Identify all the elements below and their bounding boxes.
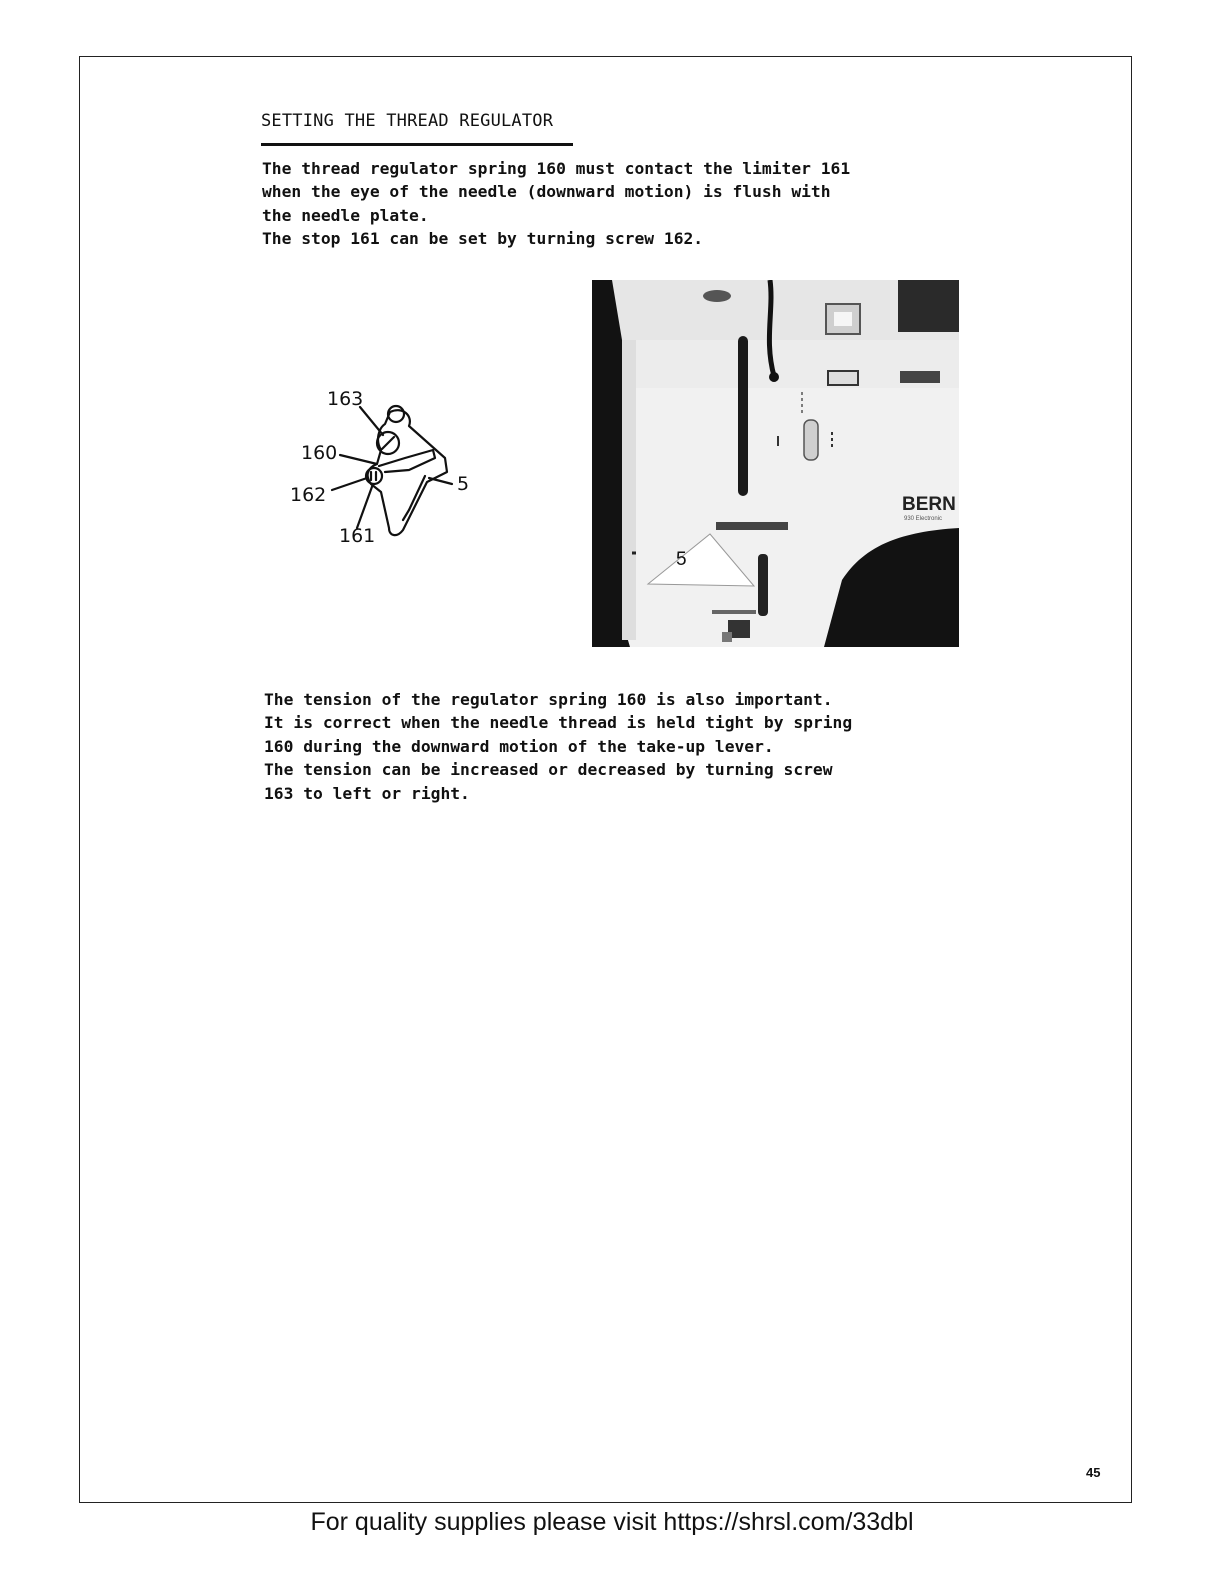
footer-text: For quality supplies please visit https://shrsl.com/33dbl bbox=[310, 1508, 914, 1536]
label-160: 160 bbox=[301, 442, 338, 464]
photo-callout-5: 5 bbox=[676, 549, 687, 570]
instruction-paragraph-1: The thread regulator spring 160 must contact the limiter 161 when the eye of the needle (downward motion) is flush with the needle plate. The stop 161 can be set by turning screw 162. bbox=[262, 159, 851, 249]
label-5: 5 bbox=[457, 473, 470, 495]
heading-underline bbox=[261, 143, 573, 146]
section-heading: SETTING THE THREAD REGULATOR bbox=[261, 111, 554, 131]
label-161: 161 bbox=[339, 525, 376, 547]
thread-regulator-diagram bbox=[285, 380, 485, 550]
sewing-machine-photo bbox=[592, 280, 959, 647]
label-162: 162 bbox=[290, 484, 327, 506]
label-163: 163 bbox=[327, 388, 364, 410]
photo-model-text: 930 Electronic bbox=[904, 516, 943, 522]
photo-brand-text: BERN bbox=[902, 494, 956, 515]
page-number: 45 bbox=[1086, 1465, 1101, 1480]
instruction-paragraph-2: The tension of the regulator spring 160 is also important. It is correct when the needle thread is held tight by spring 160 during the downward motion of the take-up lever. The tension can be increased or decreased by turning screw 163 to left or right. bbox=[264, 690, 853, 803]
